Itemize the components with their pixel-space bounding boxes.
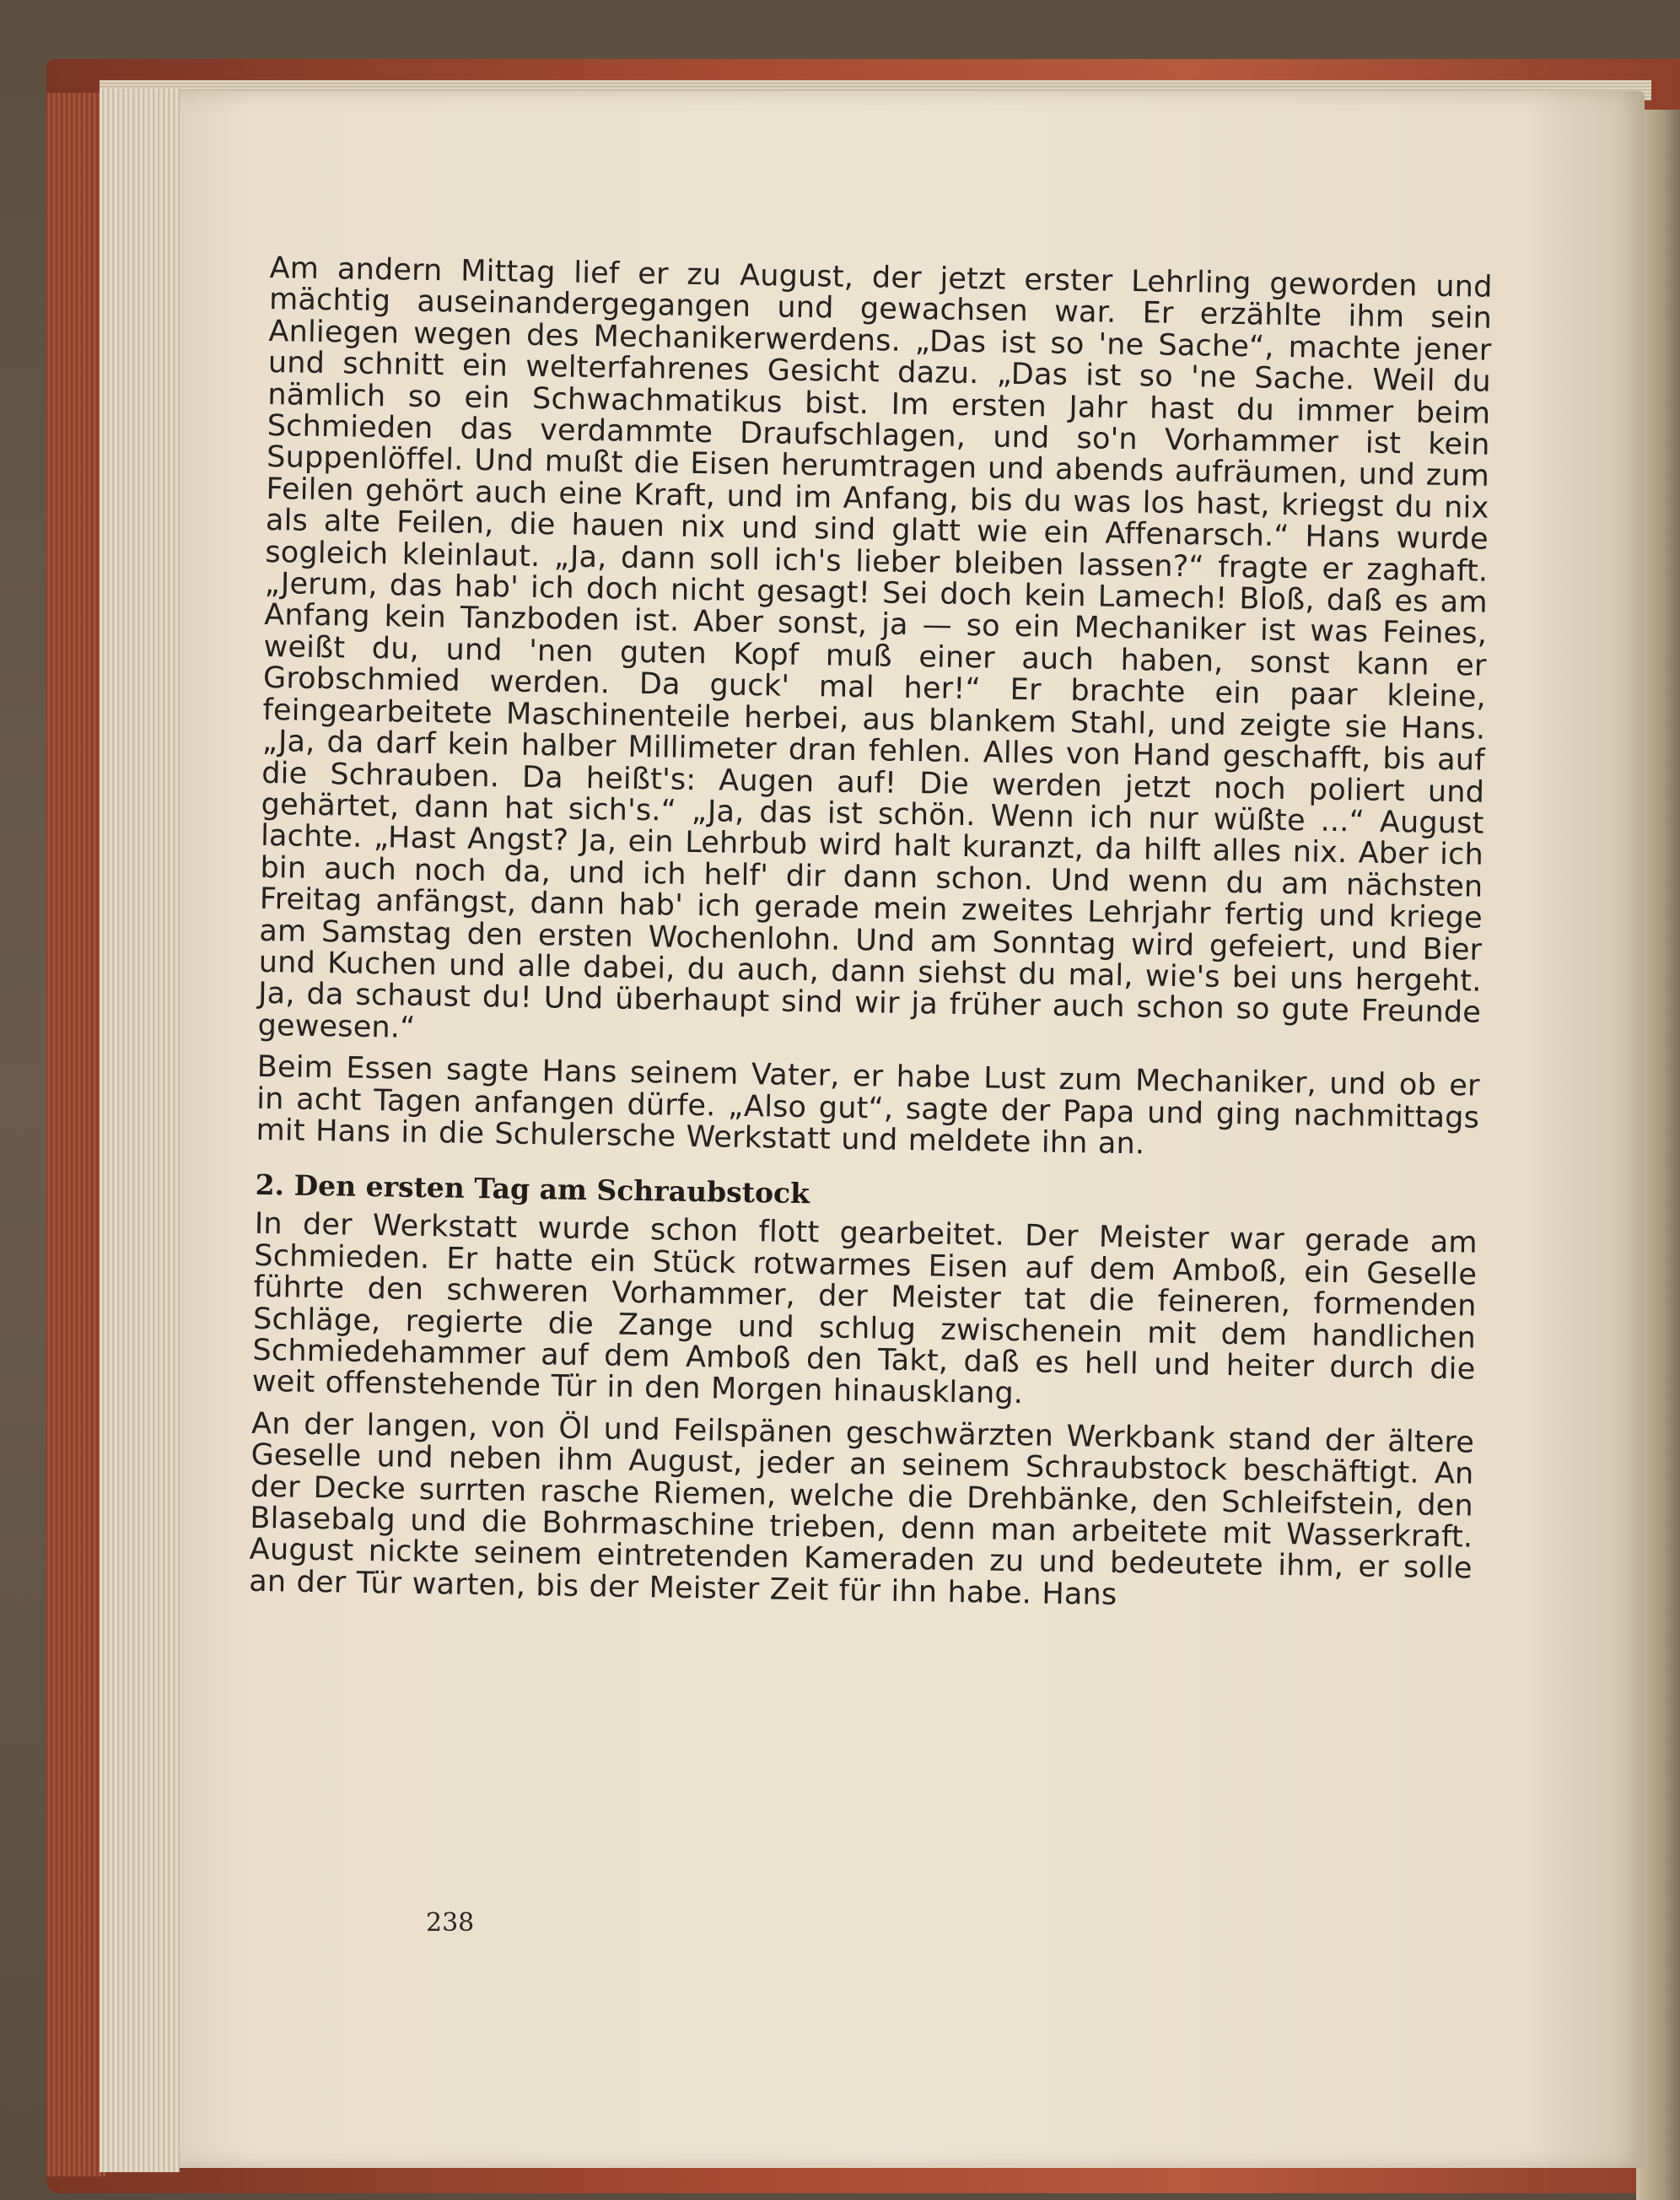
paragraph: An der langen, von Öl und Feilspänen geschwärzten Werkbank stand der ältere Geselle und neben ihm August, jeder an seinem Schraubstock beschäftigt. An der Decke surrten rasche Riemen, welche die Drehbänke, den Schleifstein, den Blasebalg und die Bohrmaschine trieben, denn man arbeitete mit Wasserkraft. August nickte seinem eintretenden Kameraden zu und bedeutete ihm, er solle an der Tür warten, bis der Meister Zeit für ihn habe. Hans (248, 1406, 1475, 1612)
section-heading: 2. Den ersten Tag am Schraubstock (255, 1168, 810, 1211)
page-number: 238 (426, 1908, 475, 1938)
page-edges-left (100, 89, 180, 2172)
paragraph: Am andern Mittag lief er zu August, der jetzt erster Lehrling geworden und mächtig auseinandergegangen und gewachsen war. Er erzählte ihm sein Anliegen wegen des Mechanikerwerdens. „Das ist so 'ne Sache“, machte jener und schnitt ein welterfahrenes Gesicht dazu. „Das ist so 'ne Sache. Weil du nämlich so ein Schwachmatikus bist. Im ersten Jahr hast du immer beim Schmieden das verdammte Draufschlagen, und so'n Vorhammer ist kein Suppenlöffel. Und mußt die Eisen herumtragen und abends aufräumen, und zum Feilen gehört auch eine Kraft, und im Anfang, bis du was los hast, kriegst du nix als alte Feilen, die hauen nix und sind glatt wie ein Affenarsch.“ Hans wurde sogleich kleinlaut. „Ja, dann soll ich's lieber bleiben lassen?“ fragte er zaghaft. „Jerum, das hab' ich doch nicht gesagt! Sei doch kein Lamech! Bloß, daß es am Anfang kein Tanzboden ist. Aber sonst, ja — so ein Mechaniker ist was Feines, weißt du, und 'nen guten Kopf muß einer auch haben, sonst kann er Grobschmied werden. Da guck' mal her!“ Er brachte ein paar kleine, feingearbeitete Maschinenteile herbei, aus blankem Stahl, und zeigte sie Hans. „Ja, da darf kein halber Millimeter dran fehlen. Alles von Hand geschafft, bis auf die Schrauben. Da heißt's: Augen auf! Die werden jetzt noch poliert und gehärtet, dann hat sich's.“ „Ja, das ist schön. Wenn ich nur wüßte ...“ August lachte. „Hast Angst? Ja, ein Lehrbub wird halt kuranzt, da hilft alles nix. Aber ich bin auch noch da, und ich helf' dir dann schon. Und wenn du am nächsten Freitag anfängst, dann hab' ich gerade mein zweites Lehrjahr fertig und kriege am Samstag den ersten Wochenlohn. Und am Sonntag wird gefeiert, und Bier und Kuchen und alle dabei, du auch, dann siehst du mal, wie's bei uns hergeht. Ja, da schaust du! Und überhaupt sind wir ja früher auch schon so gute Freunde gewesen.“ (257, 251, 1493, 1045)
page-text-block (244, 253, 1493, 1960)
book-spine (46, 93, 105, 2176)
paragraph: Beim Essen sagte Hans seinem Vater, er habe Lust zum Mechaniker, und ob er in acht Tagen anfangen dürfe. „Also gut“, sagte der Papa und ging nachmittags mit Hans in die Schulersche Werkstatt und meldete ihn an. (256, 1050, 1480, 1162)
paragraph: In der Werkstatt wurde schon flott gearbeitet. Der Meister war gerade am Schmieden. Er hatte ein Stück rotwarmes Eisen auf dem Amboß, ein Geselle führte den schweren Vorhammer, der Meister tat die feineren, formenden Schläge, regierte die Zange und schlug zwischenein mit dem handlichen Schmiedehammer auf dem Amboß den Takt, daß es hell und heiter durch die weit offenstehende Tür in den Morgen hinausklang. (251, 1207, 1478, 1411)
